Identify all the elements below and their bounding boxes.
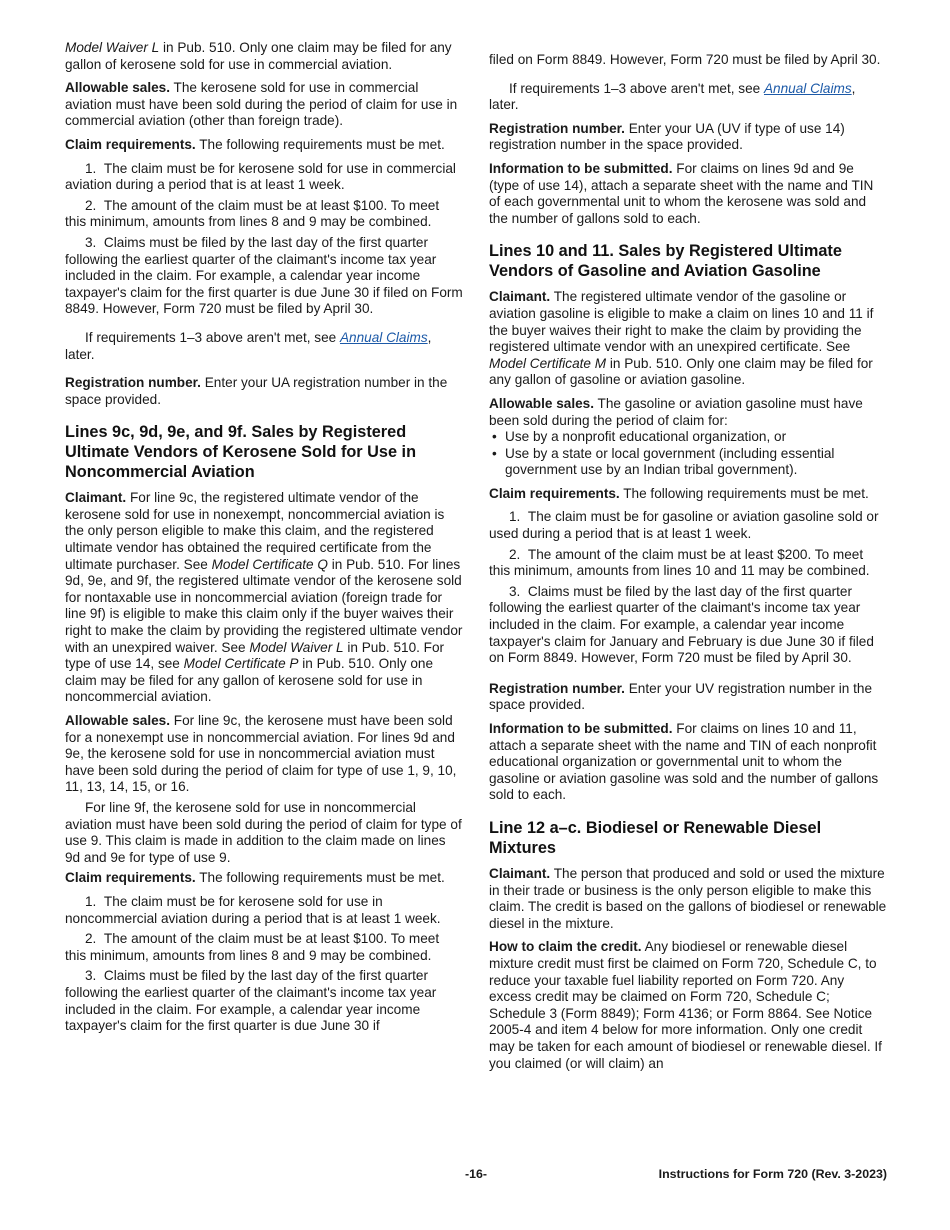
- not-met-paragraph: If requirements 1–3 above aren't met, see Annual Claims, later.: [65, 329, 432, 362]
- section-heading: Lines 10 and 11. Sales by Registered Ultimate Vendors of Gasoline and Aviation Gasoline: [489, 242, 842, 281]
- information-paragraph: Information to be submitted. For claims on lines 10 and 11, attach a separate sheet with the name and TIN of each nonprofit educational organization or governmental unit to whom the gasoline or aviation gasoline was sold and the number of gallons sold to each.: [489, 721, 879, 803]
- left-column: [65, 40, 463, 1039]
- requirement-item: 3. Claims must be filed by the last day of the first quarter following the earliest quarter of the claimant's income tax year included in the claim. For example, a calendar year income taxpayer's claim for the first quarter is due June 30 if filed on Form 8849. However, Form 720 must be filed by April 30.: [65, 234, 463, 317]
- paragraph: Model Waiver L in Pub. 510. Only one claim may be filed for any gallon of kerosene sold for use in commercial aviation.: [65, 40, 452, 72]
- paragraph: For line 9f, the kerosene sold for use in noncommercial aviation must have been sold during the period of claim for type of use 9. This claim is made in addition to the claim made on lines 9d and 9e for type of use 9.: [65, 799, 462, 865]
- claimant-paragraph: Claimant. For line 9c, the registered ultimate vendor of the kerosene sold for use in nonexempt, noncommercial aviation is the only person eligible to make this claim, and the registered ultimate vendor has obtained the required certificate from the ultimate purchaser. See Model Certificate Q in Pub. 510. For lines 9d, 9e, and 9f, the registered ultimate vendor of the kerosene sold for nontaxable use in noncommercial aviation (foreign trade for line 9f) is eligible to make this claim only if the buyer waives their right to make the claim by providing the registered ultimate vendor with an unexpired waiver. See Model Waiver L in Pub. 510. For type of use 14, see Model Certificate P in Pub. 510. Only one claim may be filed for any gallon of kerosene sold for use in noncommercial aviation.: [65, 490, 463, 705]
- paragraph: filed on Form 8849. However, Form 720 must be filed by April 30.: [489, 52, 881, 67]
- claimant-paragraph: Claimant. The registered ultimate vendor of the gasoline or aviation gasoline is eligible to make a claim on lines 10 and 11 if the buyer waives their right to make the claim by providing the registered ultimate vendor with an unexpired certificate. See Model Certificate M in Pub. 510. Only one claim may be filed for any gallon of gasoline or aviation gasoline.: [489, 289, 874, 388]
- section-heading: Line 12 a–c. Biodiesel or Renewable Diesel Mixtures: [489, 818, 822, 857]
- requirement-item: 3. Claims must be filed by the last day of the first quarter following the earliest quarter of the claimant's income tax year included in the claim. For example, a calendar year income taxpayer's claim for the first quarter is due June 30 if: [65, 968, 437, 1034]
- requirement-item: 2. The amount of the claim must be at least $100. To meet this minimum, amounts from lines 8 and 9 may be combined.: [65, 197, 440, 230]
- claimant-paragraph: Claimant. The person that produced and sold or used the mixture in their trade or business is the only person eligible to make this claim. The credit is based on the gallons of biodiesel or renewable diesel in the mixture.: [489, 865, 887, 931]
- requirement-item: 2. The amount of the claim must be at least $200. To meet this minimum, amounts from lines 10 and 11 may be combined.: [489, 546, 870, 579]
- requirement-item: 1. The claim must be for kerosene sold for use in noncommercial aviation during a period that is at least 1 week.: [65, 893, 441, 926]
- information-paragraph: Information to be submitted. For claims on lines 9d and 9e (type of use 14), attach a separate sheet with the name and TIN of each governmental unit to whom the kerosene was sold and the number of gallons sold to each.: [489, 160, 874, 226]
- claim-requirements-paragraph: Claim requirements. The following requirements must be met.: [65, 136, 445, 152]
- registration-number-paragraph: Registration number. Enter your UV registration number in the space provided.: [489, 680, 873, 713]
- list-item: • Use by a state or local government (including essential government use by an Indian tribal government).: [489, 446, 887, 479]
- registration-number-paragraph: Registration number. Enter your UA (UV if type of use 14) registration number in the space provided.: [489, 120, 845, 153]
- requirement-item: 3. Claims must be filed by the last day of the first quarter following the earliest quarter of the claimant's income tax year included in the claim. For example, a calendar year income taxpayer's claim for January and February is due June 30 if filed on Form 8849. However, Form 720 must be filed by April 30.: [489, 583, 874, 666]
- not-met-paragraph: If requirements 1–3 above aren't met, see Annual Claims, later.: [489, 80, 856, 113]
- page-footer: [65, 1167, 887, 1185]
- allowable-sales-paragraph: Allowable sales. For line 9c, the kerosene must have been sold for a nonexempt use in noncommercial aviation. For lines 9d and 9e, the kerosene sold for use in noncommercial aviation must have been sold during the period of claim for type of use 1, 9, 10, 11, 13, 14, 15, or 16.: [65, 713, 457, 795]
- claim-requirements-paragraph: Claim requirements. The following requirements must be met.: [489, 485, 869, 501]
- how-to-claim-paragraph: How to claim the credit. Any biodiesel or renewable diesel mixture credit must first be claimed on Form 720, Schedule C, to reduce your taxable fuel liability reported on Form 720. Any excess credit may be claimed on Form 720, Schedule C; Schedule 3 (Form 8849); Form 4136; or Form 8864. See Notice 2005-4 and item 4 below for more information. Only one credit may be taken for each amount of biodiesel or renewable diesel. If you claimed (or will claim) an: [489, 939, 882, 1071]
- annual-claims-link[interactable]: Annual Claims: [763, 80, 852, 96]
- page-number: -16-: [464, 1167, 488, 1181]
- list-item: • Use by a nonprofit educational organization, or: [489, 429, 887, 446]
- claim-requirements-paragraph: Claim requirements. The following requirements must be met.: [65, 870, 445, 886]
- section-heading: Lines 9c, 9d, 9e, and 9f. Sales by Registered Ultimate Vendors of Kerosene Sold for Use in Noncommercial Aviation: [65, 423, 417, 482]
- allowable-sales-paragraph: Allowable sales. The kerosene sold for use in commercial aviation must have been sold during the period of claim for use in commercial aviation (other than foreign trade).: [65, 80, 458, 129]
- requirement-item: 2. The amount of the claim must be at least $100. To meet this minimum, amounts from lines 8 and 9 may be combined.: [65, 931, 440, 963]
- requirement-item: 1. The claim must be for kerosene sold for use in commercial aviation during a period that is at least 1 week.: [65, 160, 456, 193]
- requirement-item: 1. The claim must be for gasoline or aviation gasoline sold or used during a period that is at least 1 week.: [489, 509, 879, 542]
- registration-number-paragraph: Registration number. Enter your UA registration number in the space provided.: [65, 375, 448, 407]
- right-column: [489, 40, 887, 1079]
- allowable-sales-paragraph: Allowable sales. The gasoline or aviation gasoline must have been sold during the period of claim for:: [489, 395, 863, 428]
- annual-claims-link[interactable]: Annual Claims: [339, 329, 428, 345]
- form-title: Instructions for Form 720 (Rev. 3-2023): [658, 1167, 887, 1181]
- bullet-list: [489, 429, 887, 479]
